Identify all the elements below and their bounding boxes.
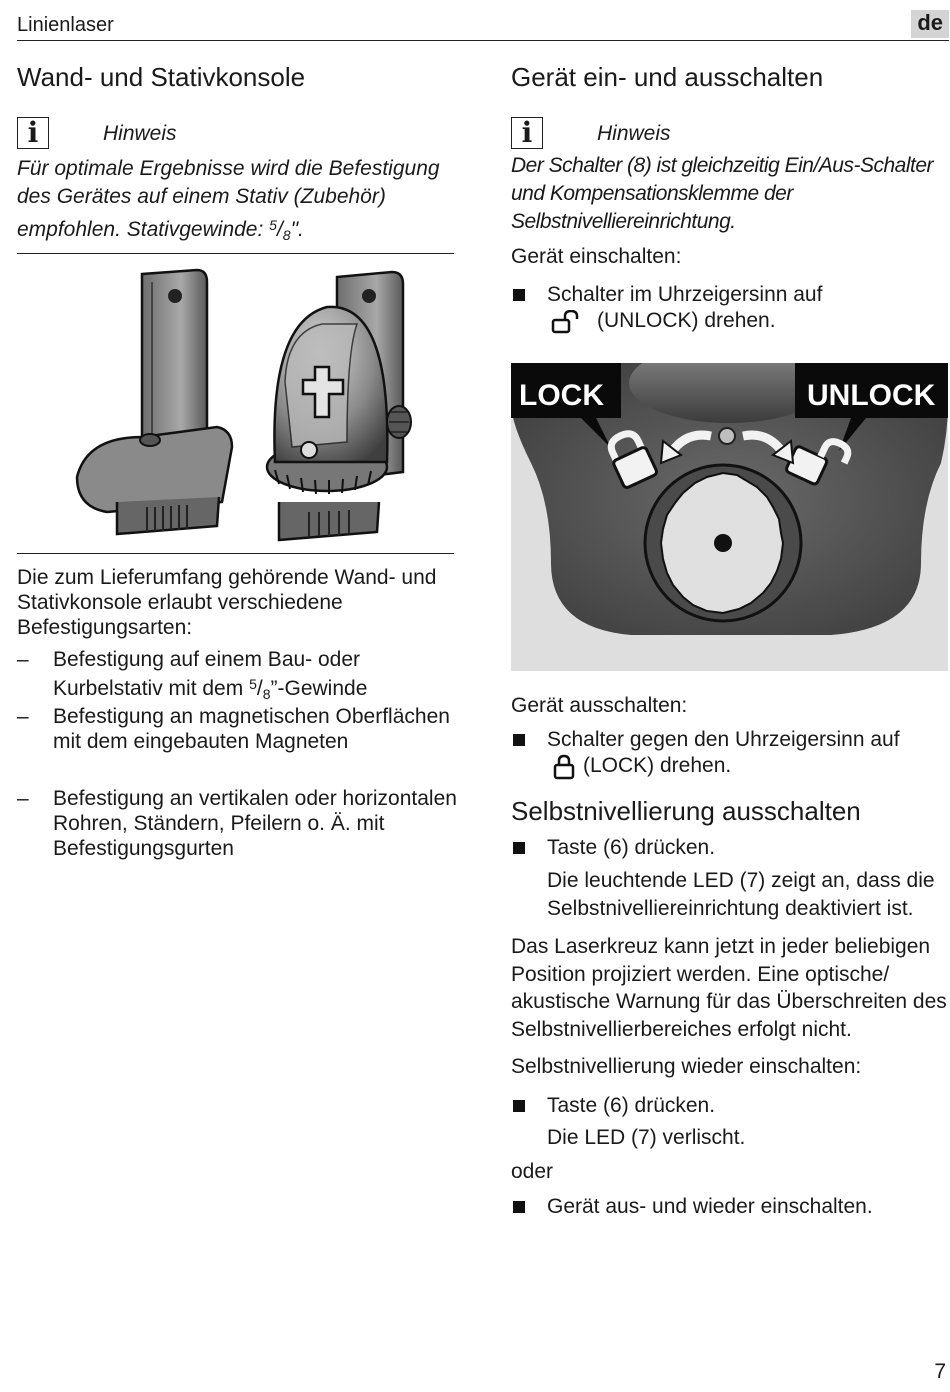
- list-item: Schalter im Uhrzeigersinn auf (UNLOCK) drehen.: [511, 282, 947, 334]
- lock-switch-illustration: [511, 363, 948, 671]
- laser-cross-text: Das Laserkreuz kann jetzt in jeder beliebigen Position projiziert werden. Eine optische/ akustische Warnung für das Überschreiten des Selbstnivellierbereiches erfolgt nicht.: [511, 935, 947, 1041]
- section-heading-self-leveling: Selbstnivellierung ausschalten: [511, 796, 861, 826]
- list-item: Taste (6) drücken.: [511, 1093, 715, 1119]
- reenable-label: Selbstnivellierung wieder einschalten:: [511, 1055, 862, 1078]
- bracket-with-laser: [267, 272, 411, 540]
- page-number: 7: [934, 1360, 946, 1383]
- unlock-icon: [551, 310, 587, 334]
- or-text: oder: [511, 1160, 554, 1183]
- led-off-text: Die LED (7) verlischt.: [547, 1126, 746, 1149]
- divider: [17, 253, 454, 254]
- lock-icon: [553, 754, 575, 780]
- list-item: – Befestigung auf einem Bau- oder Kurbelstativ mit dem $^5$/8”-Gewinde: [17, 647, 463, 707]
- bracket-intro-text: Die zum Lieferumfang gehörende Wand- und Stativkonsole erlaubt verschiedene Befestigungsarten:: [17, 566, 437, 639]
- info-icon: i: [511, 117, 543, 149]
- switch-off-label: Gerät ausschalten:: [511, 694, 688, 717]
- bracket-illustration: [47, 262, 447, 552]
- header-title: Linienlaser: [17, 14, 114, 36]
- section-heading-power: Gerät ein- und ausschalten: [511, 62, 824, 92]
- note-text: Der Schalter (8) ist gleichzeitig Ein/Aus-Schalter und Kompensationsklemme der Selbstnivelliereinrichtung.: [511, 154, 934, 233]
- bracket-empty: [77, 270, 232, 534]
- divider: [17, 553, 454, 554]
- note-label: Hinweis: [103, 122, 177, 145]
- led-note-text: Die leuchtende LED (7) zeigt an, dass die Selbstnivelliereinrichtung deaktiviert ist.: [547, 869, 935, 920]
- list-item: Schalter gegen den Uhrzeigersinn auf (LOCK) drehen.: [511, 727, 947, 779]
- list-item: – Befestigung an magnetischen Oberflächen mit dem eingebauten Magneten: [17, 704, 463, 754]
- section-heading-wall-bracket: Wand- und Stativkonsole: [17, 62, 306, 92]
- note-text: Für optimale Ergebnisse wird die Befestigung des Gerätes auf einem Stativ (Zubehör) empfohlen. Stativgewinde: $^5$/8".: [17, 157, 440, 243]
- switch-on-label: Gerät einschalten:: [511, 245, 682, 268]
- unlock-label: UNLOCK: [807, 379, 936, 412]
- lock-label: LOCK: [519, 379, 604, 412]
- note-label: Hinweis: [597, 122, 671, 145]
- info-icon: i: [17, 117, 49, 149]
- list-item: Taste (6) drücken.: [511, 835, 715, 861]
- list-item: Gerät aus- und wieder einschalten.: [511, 1194, 873, 1220]
- language-badge: de: [911, 10, 949, 38]
- page-header: [17, 10, 949, 41]
- list-item: – Befestigung an vertikalen oder horizontalen Rohren, Ständern, Pfeilern o. Ä. mit Befestigungsgurten: [17, 786, 463, 861]
